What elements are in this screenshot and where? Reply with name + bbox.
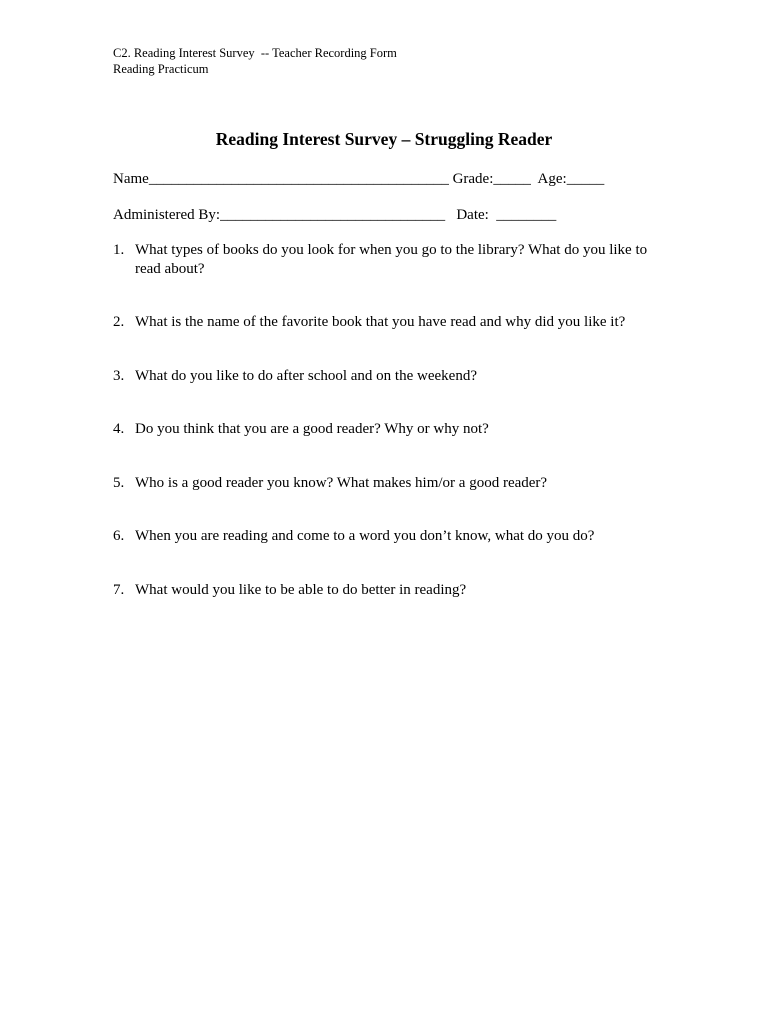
question-item [113,241,673,279]
question-number: 4. [113,421,125,437]
question-item [113,420,673,439]
question-item [113,313,673,332]
question-number: 7. [113,582,125,598]
question-text: Do you think that you are a good reader? Why or why not? [135,421,489,437]
question-number: 6. [113,528,125,544]
question-item [113,367,673,386]
question-number: 1. [113,242,125,258]
question-item [113,527,673,546]
page-header [113,45,397,77]
name-grade-age-line: Name________________________________________ Grade:_____ Age:_____ [113,171,605,187]
question-text: What would you like to be able to do better in reading? [135,582,467,598]
question-item [113,474,673,493]
question-text: What do you like to do after school and on the weekend? [135,368,477,384]
question-text: When you are reading and come to a word you don’t know, what do you do? [135,528,595,544]
administered-by-date-line: Administered By:______________________________ Date: ________ [113,207,557,223]
header-line-form-name: C2. Reading Interest Survey -- Teacher Recording Form [113,46,397,60]
question-number: 3. [113,368,125,384]
question-text: What types of books do you look for when you go to the library? What do you like to read about? [135,242,648,277]
question-text: What is the name of the favorite book that you have read and why did you like it? [135,314,626,330]
question-number: 5. [113,475,125,491]
page-title: Reading Interest Survey – Struggling Reader [215,129,553,149]
question-item [113,581,673,600]
question-text: Who is a good reader you know? What makes him/or a good reader? [135,475,548,491]
header-line-course: Reading Practicum [113,62,209,76]
question-number: 2. [113,314,125,330]
